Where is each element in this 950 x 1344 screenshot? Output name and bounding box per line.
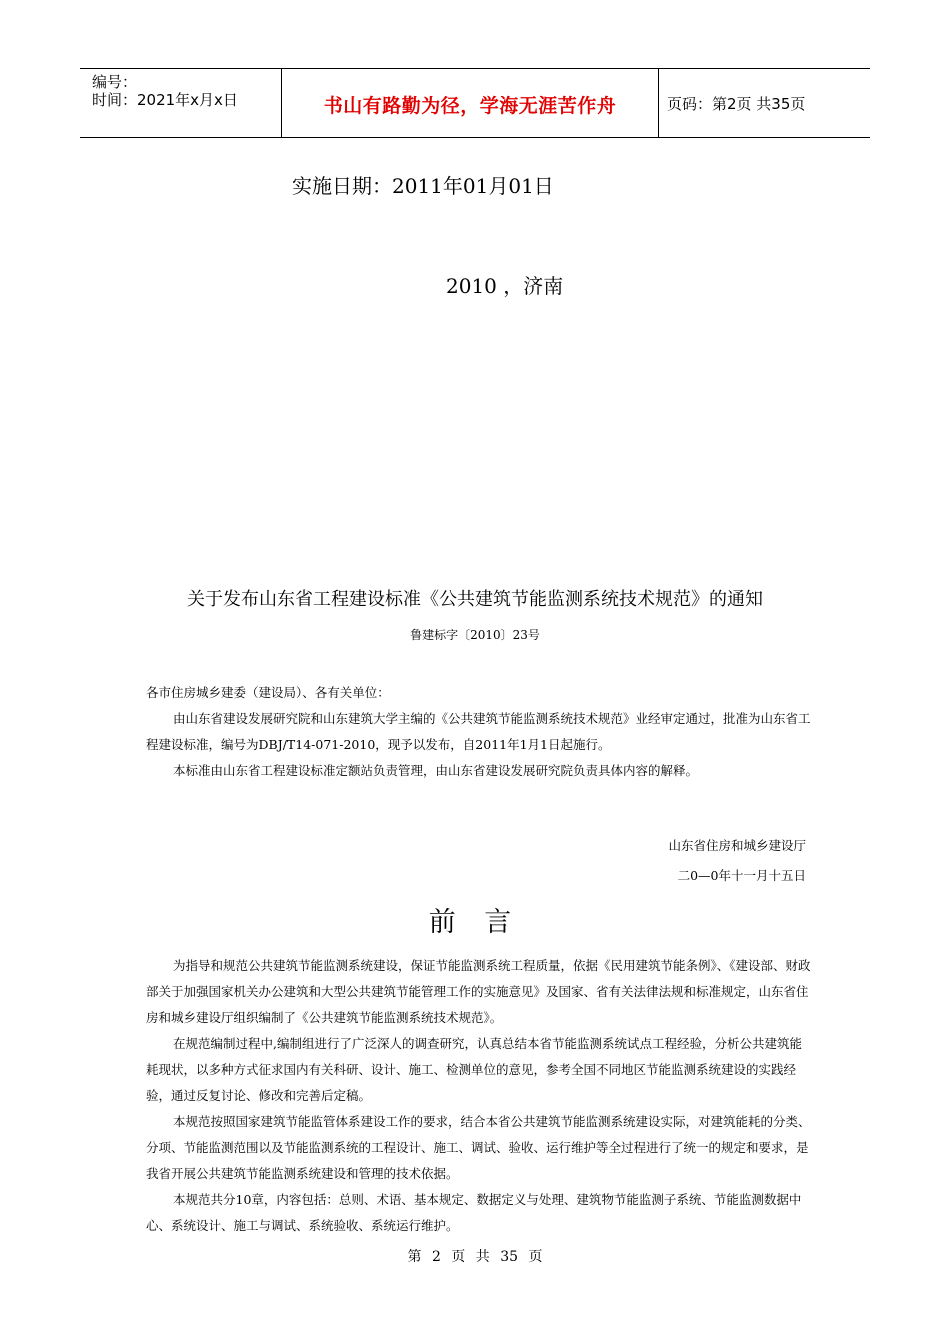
preface-paragraph: 为指导和规范公共建筑节能监测系统建设，保证节能监测系统工程质量，依据《民用建筑节能条例》、《建设部、财政部关于加强国家机关办公建筑和大型公共建筑节能管理工作的实施意见》及国家、省有关法律法规和标准规定，山东省住房和城乡建设厅组织编制了《公共建筑节能监测系统技术规范》。 xyxy=(146,958,811,1025)
notice-sign-date: 二0—0年十一月十五日 xyxy=(677,868,806,883)
preface-title: 前 言 xyxy=(428,907,522,938)
preface-paragraph: 本规范按照国家建筑节能监管体系建设工作的要求，结合本省公共建筑节能监测系统建设实际，对建筑能耗的分类、分项、节能监测范围以及节能监测系统的工程设计、施工、调试、验收、运行维护等全过程进行了统一的规定和要求，是我省开展公共建筑节能监测系统建设和管理的技术依据。 xyxy=(146,1114,811,1181)
header-page-number: 页码：第2页 共35页 xyxy=(667,95,806,113)
document-number-label: 编号： xyxy=(92,73,138,91)
header-motto-cell xyxy=(281,69,659,137)
notice-body-paragraph: 由山东省建设发展研究院和山东建筑大学主编的《公共建筑节能监测系统技术规范》业经审定通过，批准为山东省工程建设标准，编号为DBJ/T14-071-2010，现予以发布，自2011年1月1日起施行。 xyxy=(146,711,811,752)
notice-title: 关于发布山东省工程建设标准《公共建筑节能监测系统技术规范》的通知 xyxy=(187,589,763,610)
notice-body-paragraph: 本标准由山东省工程建设标准定额站负责管理，由山东省建设发展研究院负责具体内容的解释。 xyxy=(173,763,699,778)
preface-paragraph: 在规范编制过程中,编制组进行了广泛深人的调查研究，认真总结本省节能监测系统试点工程经验，分析公共建筑能耗现状，以多种方式征求国内有关科研、设计、施工、检测单位的意见，参考全国不同地区节能监测系统建设的实践经验，通过反复讨论、修改和完善后定稿。 xyxy=(146,1036,802,1103)
notice-signer: 山东省住房和城乡建设厅 xyxy=(668,838,806,853)
notice-document-number: 鲁建标字〔2010〕23号 xyxy=(410,628,540,642)
implementation-date: 实施日期：2011年01月01日 xyxy=(292,174,554,198)
notice-addressee: 各市住房城乡建委（建设局）、各有关单位： xyxy=(146,685,390,700)
header-page-cell xyxy=(659,69,870,137)
page-header xyxy=(80,68,870,138)
page-footer: 第 2 页 共 35 页 xyxy=(407,1249,543,1265)
preface-paragraph: 本规范共分10章，内容包括：总则、术语、基本规定、数据定义与处理、建筑物节能监测子系统、节能监测数据中心、系统设计、施工与调试、系统验收、系统运行维护。 xyxy=(146,1192,802,1233)
document-time-label: 时间：2021年x月x日 xyxy=(92,91,238,109)
header-motto: 书山有路勤为径，学海无涯苦作舟 xyxy=(323,95,617,117)
place-year: 2010 ，济南 xyxy=(446,274,564,298)
header-meta xyxy=(80,69,281,137)
